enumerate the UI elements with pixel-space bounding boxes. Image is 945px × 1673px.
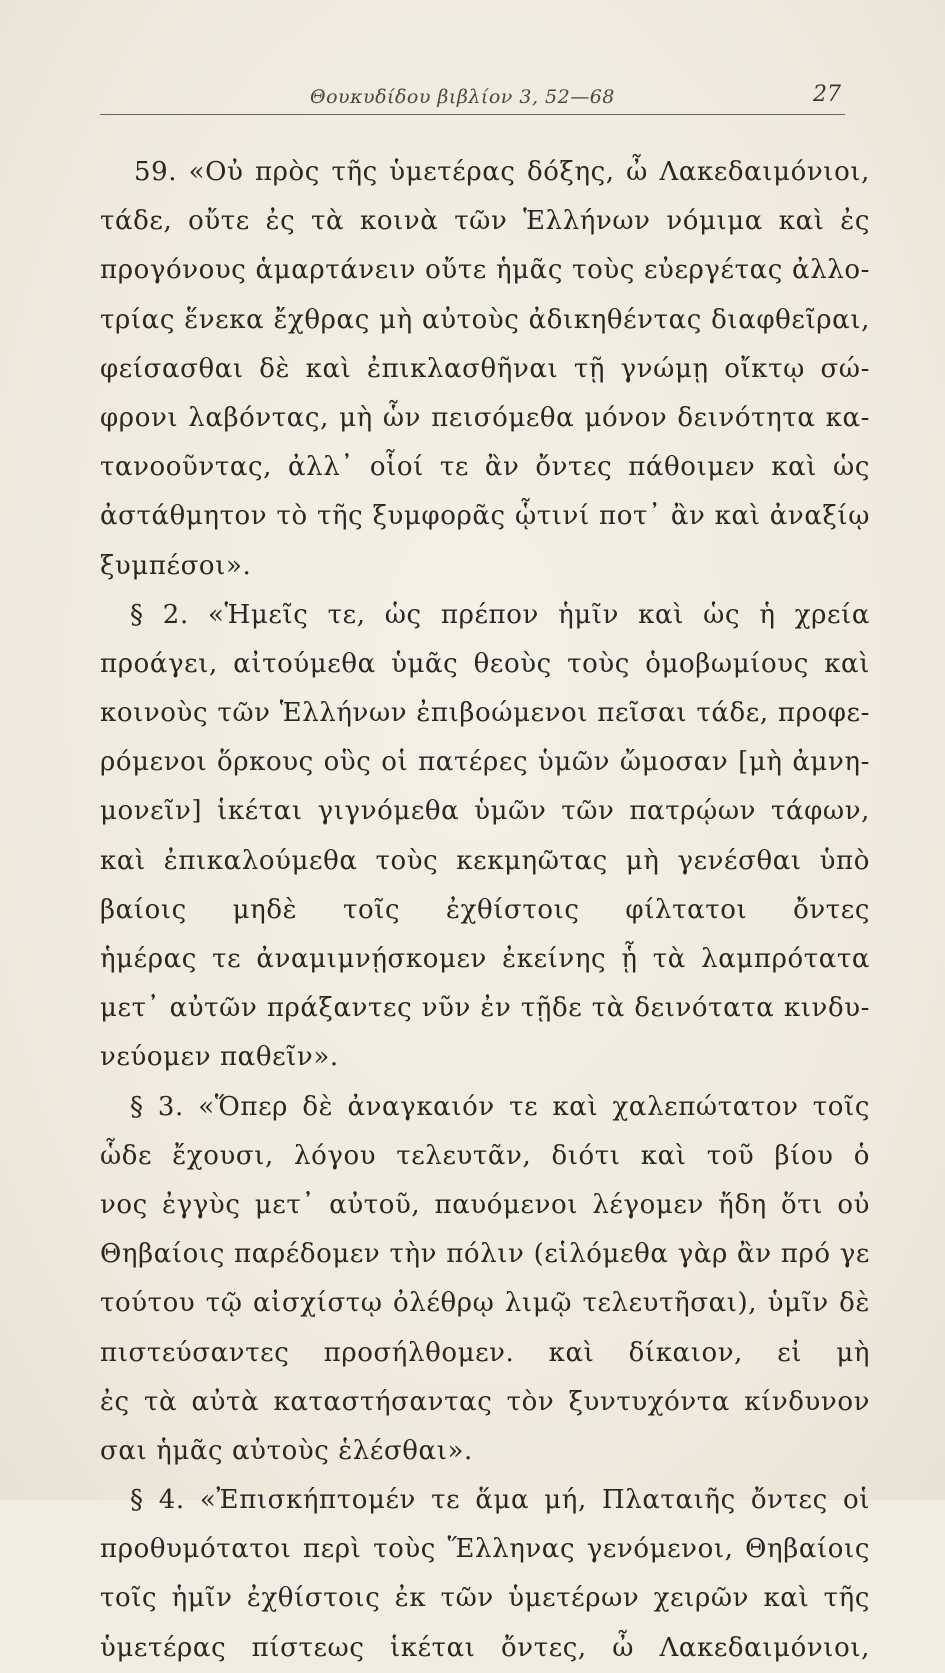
text-line: προθυμότατοι περὶ τοὺς Ἕλληνας γενόμενοι, Θηβαίοις [100,1534,870,1565]
text-line: § 4. «Ἐπισκήπτομέν τε ἅμα μή, Πλαταιῆς ὄντες οἱ [130,1485,870,1516]
running-head [100,82,845,116]
text-line: ξυμπέσοι». [100,550,252,581]
text-line: προάγει, αἰτούμεθα ὑμᾶς θεοὺς τοὺς ὁμοβωμίους καὶ [100,648,870,679]
text-line: ὑμετέρας πίστεως ἱκέται ὄντες, ὦ Λακεδαιμόνιοι, [100,1632,870,1663]
text-line: μετ᾽ αὐτῶν πράξαντες νῦν ἐν τῇδε τὰ δεινότατα κινδυ- [100,993,870,1024]
text-line: πιστεύσαντες προσήλθομεν. καὶ δίκαιον, εἰ μὴ [100,1337,870,1368]
text-line: τάδε, οὔτε ἐς τὰ κοινὰ τῶν Ἑλλήνων νόμιμα καὶ ἐς [100,206,870,237]
text-line: βαίοις μηδὲ τοῖς ἐχθίστοις φίλτατοι ὄντες [100,894,870,925]
text-line: 59. «Οὐ πρὸς τῆς ὑμετέρας δόξης, ὦ Λακεδαιμόνιοι, [134,157,870,187]
running-title: Θουκυδίδου βιβλίον 3, 52—68 [310,86,615,108]
body-text [100,148,870,1673]
text-line: νεύομεν παθεῖν». [100,1042,339,1073]
text-line: § 2. «Ἡμεῖς τε, ὡς πρέπον ἡμῖν καὶ ὡς ἡ χρεία [130,599,870,630]
text-line: κοινοὺς τῶν Ἑλλήνων ἐπιβοώμενοι πεῖσαι τάδε, προφε- [100,698,870,729]
text-line: φρονι λαβόντας, μὴ ὧν πεισόμεθα μόνον δεινότητα κα- [100,402,870,433]
text-line: τανοοῦντας, ἀλλ᾽ οἷοί τε ἂν ὄντες πάθοιμεν καὶ ὡς [100,452,870,483]
text-line: προγόνους ἁμαρτάνειν οὔτε ἡμᾶς τοὺς εὐεργέτας ἀλλο- [100,255,870,286]
text-line: ὧδε ἔχουσι, λόγου τελευτᾶν, διότι καὶ τοῦ βίου ὁ [100,1140,870,1171]
text-line: νος ἐγγὺς μετ᾽ αὐτοῦ, παυόμενοι λέγομεν ἤδη ὅτι οὐ [100,1189,870,1220]
text-line: ρόμενοι ὅρκους οὓς οἱ πατέρες ὑμῶν ὤμοσαν [μὴ ἀμνη- [100,747,870,778]
header-rule [100,114,845,115]
text-line: τρίας ἕνεκα ἔχθρας μὴ αὐτοὺς ἀδικηθέντας διαφθεῖραι, [100,304,870,335]
text-line: § 3. «Ὅπερ δὲ ἀναγκαιόν τε καὶ χαλεπώτατον τοῖς [130,1091,870,1122]
text-line: ἡμέρας τε ἀναμιμνῄσκομεν ἐκείνης ᾗ τὰ λαμπρότατα [100,944,870,974]
text-line: σαι ἡμᾶς αὐτοὺς ἑλέσθαι». [100,1435,473,1466]
text-line: μονεῖν] ἱκέται γιγνόμεθα ὑμῶν τῶν πατρῴων τάφων, [100,796,870,827]
text-line: καὶ ἐπικαλούμεθα τοὺς κεκμηῶτας μὴ γενέσθαι ὑπὸ [100,845,870,876]
page-number: 27 [813,82,841,107]
text-line: ἐς τὰ αὐτὰ καταστήσαντας τὸν ξυντυχόντα κίνδυνον [100,1386,870,1417]
text-line: τοῖς ἡμῖν ἐχθίστοις ἐκ τῶν ὑμετέρων χειρῶν καὶ τῆς [100,1583,870,1614]
text-line: ἀστάθμητον τὸ τῆς ξυμφορᾶς ᾧτινί ποτ᾽ ἂν καὶ ἀναξίῳ [100,501,870,532]
text-line: τούτου τῷ αἰσχίστῳ ὀλέθρῳ λιμῷ τελευτῆσαι), ὑμῖν δὲ [100,1288,870,1319]
text-line: Θηβαίοις παρέδομεν τὴν πόλιν (εἱλόμεθα γὰρ ἂν πρό γε [100,1239,870,1270]
text-line: φείσασθαι δὲ καὶ ἐπικλασθῆναι τῇ γνώμῃ οἴκτῳ σώ- [100,353,870,384]
